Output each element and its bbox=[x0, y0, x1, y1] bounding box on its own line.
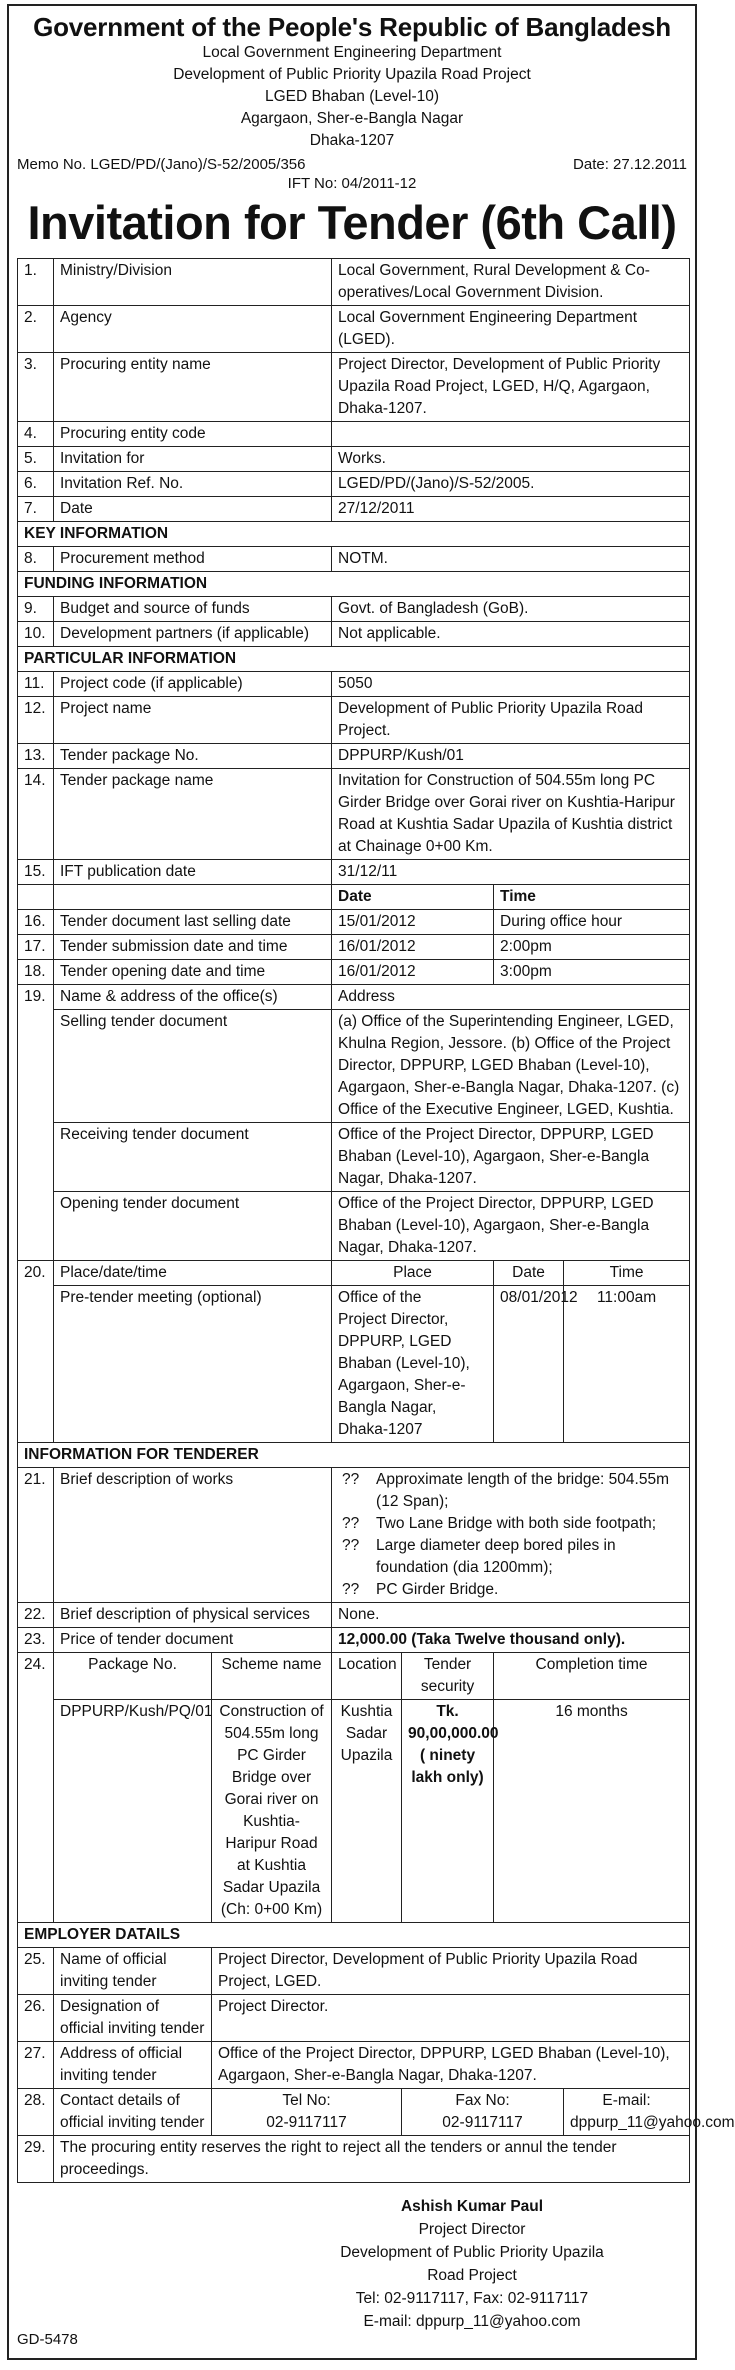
tender-security: Tk. 90,00,000.00 ( ninety lakh only) bbox=[402, 1700, 494, 1923]
table-row: 9. Budget and source of funds Govt. of Bangladesh (GoB). bbox=[18, 597, 690, 622]
date-time-header: Date Time bbox=[18, 885, 690, 910]
table-row: 11. Project code (if applicable) 5050 bbox=[18, 672, 690, 697]
table-row: 6. Invitation Ref. No. LGED/PD/(Jano)/S-52/2005. bbox=[18, 472, 690, 497]
memo-row bbox=[17, 156, 687, 173]
memo-number: Memo No. LGED/PD/(Jano)/S-52/2005/356 bbox=[17, 156, 306, 173]
table-row: 8. Procurement method NOTM. bbox=[18, 547, 690, 572]
table-row: 13. Tender package No. DPPURP/Kush/01 bbox=[18, 744, 690, 769]
building-line: LGED Bhaban (Level-10) bbox=[264, 88, 440, 105]
table-row: Pre-tender meeting (optional) Office of the Project Director, DPPURP, LGED Bhaban (Level-10), Agargaon, Sher-e-Bangla Nagar, Dhaka-1207 08/01/2012 11:00am bbox=[18, 1286, 690, 1443]
list-item: ?? PC Girder Bridge. bbox=[342, 1581, 499, 1598]
table-row: 20. Place/date/time Place Date Time bbox=[18, 1261, 690, 1286]
table-row: 24. Package No. Scheme name Location Tender security Completion time bbox=[18, 1653, 690, 1700]
contact-email: E-mail: dppurp_11@yahoo.com bbox=[564, 2089, 690, 2136]
section-heading: PARTICULAR INFORMATION bbox=[18, 647, 690, 672]
table-row: 25. Name of official inviting tender Project Director, Development of Public Priority Upazila Road Project, LGED. bbox=[18, 1948, 690, 1995]
notice-title: Invitation for Tender (6th Call) bbox=[27, 196, 677, 249]
tender-table bbox=[17, 258, 735, 2183]
project-line: Development of Public Priority Upazila Road Project bbox=[173, 66, 531, 83]
signatory-name: Ashish Kumar Paul bbox=[400, 2198, 544, 2215]
section-heading: FUNDING INFORMATION bbox=[18, 572, 690, 597]
table-row: 1. Ministry/Division Local Government, Rural Development & Co-operatives/Local Government Division. bbox=[18, 259, 690, 306]
table-row: 14. Tender package name Invitation for Construction of 504.55m long PC Girder Bridge over Gorai river on Kushtia-Haripur Road at Kushtia Sadar Upazila of Kushtia district at Chainage 0+00 Km. bbox=[18, 769, 690, 860]
department-line: Local Government Engineering Department bbox=[202, 44, 502, 61]
table-row: Selling tender document (a) Office of the Superintending Engineer, LGED, Khulna Region, Jessore. (b) Office of the Project Director, DPPURP, LGED Bhaban (Level-10), Agargaon, Sher-e-Bangla Nagar, Dhaka-1207. (c) Office of the Executive Engineer, LGED, Kushtia. bbox=[18, 1010, 690, 1123]
contact-tel: Tel No: 02-9117117 bbox=[212, 2089, 402, 2136]
section-heading: KEY INFORMATION bbox=[18, 522, 690, 547]
table-row: 7. Date 27/12/2011 bbox=[18, 497, 690, 522]
table-row: 23. Price of tender document 12,000.00 (Taka Twelve thousand only). bbox=[18, 1628, 690, 1653]
table-row: 18. Tender opening date and time 16/01/2012 3:00pm bbox=[18, 960, 690, 985]
table-row: 26. Designation of official inviting tender Project Director. bbox=[18, 1995, 690, 2042]
ift-number: IFT No: 04/2011-12 bbox=[287, 175, 417, 192]
table-row: 4. Procuring entity code bbox=[18, 422, 690, 447]
table-row: 2. Agency Local Government Engineering Department (LGED). bbox=[18, 306, 690, 353]
works-description bbox=[332, 1468, 690, 1603]
section-heading: EMPLOYER DATAILS bbox=[18, 1923, 690, 1948]
table-row: 16. Tender document last selling date 15/01/2012 During office hour bbox=[18, 910, 690, 935]
table-row: 10. Development partners (if applicable) Not applicable. bbox=[18, 622, 690, 647]
table-row: DPPURP/Kush/PQ/01 Construction of 504.55m long PC Girder Bridge over Gorai river on Kushtia-Haripur Road at Kushtia Sadar Upazila (Ch: 0+00 Km) Kushtia Sadar Upazila Tk. 90,00,000.00 ( ninety lakh only) 16 months bbox=[18, 1700, 690, 1923]
list-item: ?? Large diameter deep bored piles in foundation (dia 1200mm); bbox=[342, 1537, 616, 1576]
tender-notice bbox=[7, 4, 735, 2360]
contact-fax: Fax No: 02-9117117 bbox=[402, 2089, 564, 2136]
table-row: 29. The procuring entity reserves the right to reject all the tenders or annul the tender proceedings. bbox=[18, 2136, 690, 2183]
footer-code: GD-5478 bbox=[17, 2331, 78, 2348]
table-row: 19. Name & address of the office(s) Address bbox=[18, 985, 690, 1010]
list-item: ?? Two Lane Bridge with both side footpath; bbox=[342, 1515, 657, 1532]
table-row: 12. Project name Development of Public Priority Upazila Road Project. bbox=[18, 697, 690, 744]
table-row: 15. IFT publication date 31/12/11 bbox=[18, 860, 690, 885]
list-item: ?? Approximate length of the bridge: 504.55m (12 Span); bbox=[342, 1471, 669, 1510]
signature-block: Ashish Kumar Paul Project Director Development of Public Priority Upazila Road Project Tel: 02-9117117, Fax: 02-9117117 E-mail: dppurp_11@yahoo.com bbox=[257, 2195, 687, 2333]
table-row: 5. Invitation for Works. bbox=[18, 447, 690, 472]
table-row: 22. Brief description of physical services None. bbox=[18, 1603, 690, 1628]
table-row: Receiving tender document Office of the Project Director, DPPURP, LGED Bhaban (Level-10), Agargaon, Sher-e-Bangla Nagar, Dhaka-1207. bbox=[18, 1123, 690, 1192]
table-row: 17. Tender submission date and time 16/01/2012 2:00pm bbox=[18, 935, 690, 960]
notice-date: Date: 27.12.2011 bbox=[573, 156, 687, 173]
table-row: 27. Address of official inviting tender Office of the Project Director, DPPURP, LGED Bhaban (Level-10), Agargaon, Sher-e-Bangla Nagar, Dhaka-1207. bbox=[18, 2042, 690, 2089]
table-row: 3. Procuring entity name Project Director, Development of Public Priority Upazila Road Project, LGED, H/Q, Agargaon, Dhaka-1207. bbox=[18, 353, 690, 422]
government-heading: Government of the People's Republic of Bangladesh bbox=[33, 12, 671, 42]
table-row: 21. Brief description of works ?? Approximate length of the bridge: 504.55m (12 Span); ?? Two Lane Bridge with both side footpath; ?? Large diameter deep bored piles in foundation (dia 1200mm); ?? PC Girder Bridge. bbox=[18, 1468, 690, 1603]
city-line: Dhaka-1207 bbox=[309, 132, 395, 149]
table-row: Opening tender document Office of the Project Director, DPPURP, LGED Bhaban (Level-10), Agargaon, Sher-e-Bangla Nagar, Dhaka-1207. bbox=[18, 1192, 690, 1261]
area-line: Agargaon, Sher-e-Bangla Nagar bbox=[240, 110, 464, 127]
section-heading: INFORMATION FOR TENDERER bbox=[18, 1443, 690, 1468]
table-row: 28. Contact details of official inviting tender Tel No: 02-9117117 Fax No: 02-9117117 E-mail: dppurp_11@yahoo.com bbox=[18, 2089, 690, 2136]
